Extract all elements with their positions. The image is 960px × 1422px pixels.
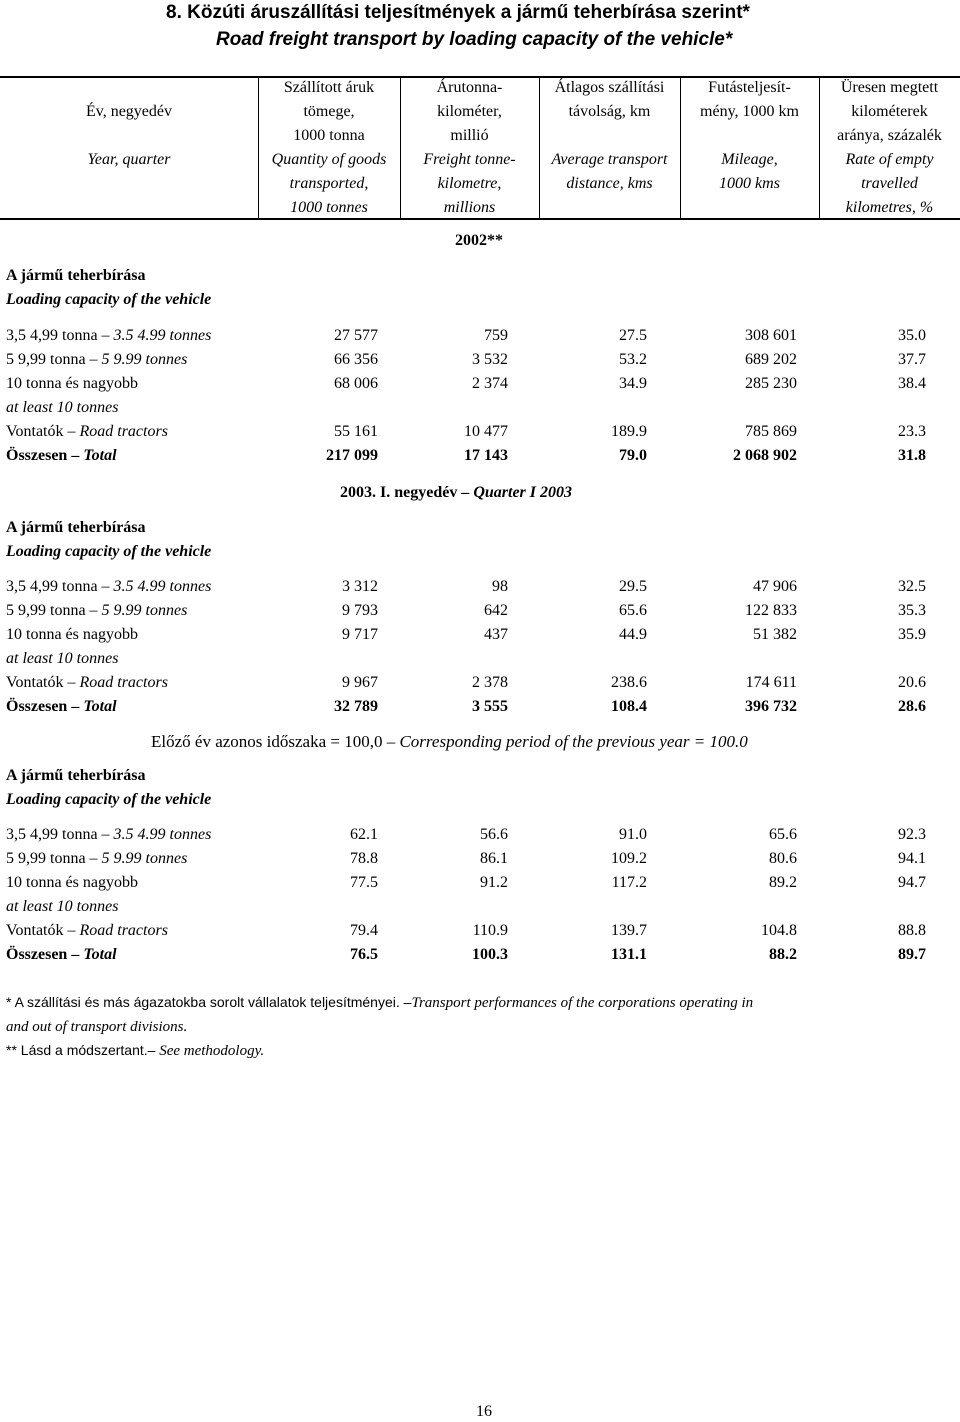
footnote-1-hu: * A szállítási és más ágazatokba sorolt vállalatok teljesítményei.: [6, 994, 404, 1010]
cell-value: 642: [484, 602, 508, 619]
cell-value: 2 378: [472, 674, 508, 691]
cell-value: 86.1: [480, 850, 508, 867]
row-label-dash: –: [101, 327, 114, 344]
table-row: [0, 575, 960, 599]
cell-value: 122 833: [745, 602, 797, 619]
cell-value: 10 477: [464, 423, 508, 440]
cell-value: 44.9: [619, 626, 647, 643]
column-header-hu: Futásteljesít-: [708, 79, 791, 96]
cell-value: 785 869: [745, 423, 797, 440]
cell-value: 189.9: [611, 423, 647, 440]
row-label: [6, 695, 117, 719]
table-title-en: Road freight transport by loading capacity of the vehicle*: [216, 29, 733, 50]
row-label-dash: –: [101, 826, 114, 843]
group-label-hu: A jármű teherbírása: [6, 267, 146, 284]
row-label-en: 3.5 4.99 tonnes: [113, 578, 212, 595]
group-label-hu: A jármű teherbírása: [6, 767, 146, 784]
footnote-2-hu: ** Lásd a módszertant.: [6, 1042, 148, 1058]
column-header-en: Year, quarter: [87, 151, 171, 168]
column-header-hu: 1000 tonna: [293, 127, 365, 144]
row-label-en: 3.5 4.99 tonnes: [113, 826, 212, 843]
cell-value: 35.0: [898, 327, 926, 344]
cell-value: 94.7: [898, 874, 926, 891]
cell-value: 437: [484, 626, 508, 643]
footnote-1-cont: [6, 1014, 187, 1039]
column-header-quantity: [258, 76, 400, 220]
row-label-en: 5 9.99 tonnes: [101, 351, 188, 368]
cell-value: 66 356: [334, 351, 378, 368]
row-label-en: Total: [83, 447, 117, 464]
row-label-hu: Összesen: [6, 698, 68, 715]
column-header-tonne-km: [400, 76, 539, 220]
cell-value: 32 789: [334, 698, 378, 715]
row-label-en: at least 10 tonnes: [6, 898, 119, 915]
cell-value: 217 099: [326, 447, 378, 464]
table-row: [0, 847, 960, 871]
column-header-distance: [539, 76, 680, 196]
cell-value: 174 611: [745, 674, 797, 691]
column-header-en: Average transport: [551, 151, 668, 168]
cell-value: 23.3: [898, 423, 926, 440]
cell-value: 238.6: [611, 674, 647, 691]
section-heading-en: Corresponding period of the previous year = 100.0: [399, 732, 748, 751]
row-label: [6, 420, 168, 444]
row-label-dash: –: [63, 922, 80, 939]
cell-value: 88.2: [769, 946, 797, 963]
cell-value: 9 793: [342, 602, 378, 619]
row-label-en: Total: [83, 946, 117, 963]
cell-value: 65.6: [619, 602, 647, 619]
column-header-en: Rate of empty: [845, 151, 934, 168]
cell-value: 91.0: [619, 826, 647, 843]
row-label-dash: –: [89, 602, 102, 619]
footnote-1-en: Transport performances of the corporations operating in: [411, 995, 754, 1011]
group-label-en: Loading capacity of the vehicle: [6, 543, 212, 560]
cell-value: 100.3: [472, 946, 508, 963]
column-header-hu: Üresen megtett: [840, 79, 939, 96]
row-label: [6, 348, 187, 372]
row-label-en: 5 9.99 tonnes: [101, 602, 188, 619]
section-heading-quarter: 2003. I. negyedév – Quarter I 2003: [340, 484, 573, 501]
cell-value: 37.7: [898, 351, 926, 368]
section-heading-index: Előző év azonos időszaka = 100,0 – Corresponding period of the previous year = 100.0: [151, 732, 748, 751]
row-label-dash: –: [63, 674, 80, 691]
column-header-year: [0, 100, 258, 172]
cell-value: 308 601: [745, 327, 797, 344]
column-header-hu: Árutonna-: [436, 79, 503, 96]
row-label-dash: –: [67, 447, 84, 464]
cell-value: 51 382: [753, 626, 797, 643]
cell-value: 2 374: [472, 375, 508, 392]
column-header-en: transported,: [289, 175, 369, 192]
cell-value: 3 312: [342, 578, 378, 595]
row-label-hu: Összesen: [6, 447, 68, 464]
row-label-dash: –: [67, 946, 84, 963]
cell-value: 27 577: [334, 327, 378, 344]
cell-value: 104.8: [761, 922, 797, 939]
section-heading-en: Quarter I 2003: [473, 484, 573, 501]
row-label: [6, 575, 211, 599]
row-label-en: Road tractors: [79, 423, 168, 440]
row-label-hu: Összesen: [6, 946, 68, 963]
table-row: [0, 324, 960, 348]
footnote-1: * A szállítási és más ágazatokba sorolt vállalatok teljesítményei. –Transport performances of the corporations operating in: [6, 994, 754, 1011]
row-label-dash: –: [89, 850, 102, 867]
section-heading-hu: 2003. I. negyedév: [340, 484, 458, 501]
table-row: [0, 695, 960, 719]
column-header-hu: [680, 124, 819, 148]
cell-value: 28.6: [898, 698, 926, 715]
cell-value: 34.9: [619, 375, 647, 392]
row-label-en: 5 9.99 tonnes: [101, 850, 188, 867]
row-label-en: Road tractors: [79, 674, 168, 691]
table-title-hu: 8. Közúti áruszállítási teljesítmények a jármű teherbírása szerint*: [166, 2, 750, 23]
column-header-en: millions: [443, 199, 496, 216]
cell-value: 35.9: [898, 626, 926, 643]
row-label-en: Road tractors: [79, 922, 168, 939]
row-label: [6, 599, 187, 623]
row-label-hu: 10 tonna és nagyobb: [6, 874, 138, 891]
row-label-hu: 3,5 4,99 tonna: [6, 826, 102, 843]
column-header-en: Quantity of goods: [271, 151, 387, 168]
cell-value: 53.2: [619, 351, 647, 368]
cell-value: 76.5: [350, 946, 378, 963]
row-label-sub: [6, 647, 118, 671]
cell-value: 92.3: [898, 826, 926, 843]
cell-value: 131.1: [611, 946, 647, 963]
column-header-mileage: [680, 76, 819, 196]
group-label: [6, 264, 211, 312]
column-header-en: kilometre,: [437, 175, 502, 192]
cell-value: 89.7: [898, 946, 926, 963]
column-header-hu: millió: [450, 127, 489, 144]
row-label-sub: [6, 396, 118, 420]
table-row: [0, 623, 960, 667]
row-label: [6, 671, 168, 695]
table-row: [0, 943, 960, 967]
table-row: [0, 671, 960, 695]
column-header-en: travelled: [861, 175, 918, 192]
row-label-dash: –: [67, 698, 84, 715]
row-label-dash: –: [101, 578, 114, 595]
cell-value: 62.1: [350, 826, 378, 843]
cell-value: 110.9: [472, 922, 508, 939]
row-label-hu: Vontatók: [6, 674, 64, 691]
cell-value: 285 230: [745, 375, 797, 392]
cell-value: 117.2: [611, 874, 647, 891]
row-label-dash: –: [63, 423, 80, 440]
cell-value: 31.8: [898, 447, 926, 464]
table-row: [0, 871, 960, 915]
cell-value: 9 967: [342, 674, 378, 691]
row-label: [6, 871, 138, 895]
row-label: [6, 623, 138, 647]
row-label-en: 3.5 4.99 tonnes: [113, 327, 212, 344]
column-header-en: Mileage,: [721, 151, 778, 168]
table-row: [0, 444, 960, 468]
column-header-en: 1000 tonnes: [290, 199, 368, 216]
row-label-hu: 3,5 4,99 tonna: [6, 578, 102, 595]
cell-value: 38.4: [898, 375, 926, 392]
row-label-en: at least 10 tonnes: [6, 399, 119, 416]
cell-value: 139.7: [611, 922, 647, 939]
cell-value: 98: [492, 578, 508, 595]
cell-value: 108.4: [611, 698, 647, 715]
row-label-hu: Vontatók: [6, 922, 64, 939]
cell-value: 89.2: [769, 874, 797, 891]
row-label-en: Total: [83, 698, 117, 715]
column-header-hu: kilométerek: [851, 103, 928, 120]
row-label: [6, 444, 117, 468]
row-label-hu: 10 tonna és nagyobb: [6, 626, 138, 643]
row-label: [6, 324, 211, 348]
table-row: [0, 919, 960, 943]
cell-value: 47 906: [753, 578, 797, 595]
row-label: [6, 943, 117, 967]
cell-value: 55 161: [334, 423, 378, 440]
row-label: [6, 919, 168, 943]
table-row: [0, 599, 960, 623]
row-label: [6, 372, 138, 396]
cell-value: 80.6: [769, 850, 797, 867]
cell-value: 689 202: [745, 351, 797, 368]
column-header-en: 1000 kms: [719, 175, 780, 192]
cell-value: 65.6: [769, 826, 797, 843]
section-heading-hu: Előző év azonos időszaka = 100,0: [151, 732, 383, 751]
cell-value: 20.6: [898, 674, 926, 691]
table-row: [0, 348, 960, 372]
cell-value: 79.0: [619, 447, 647, 464]
cell-value: 78.8: [350, 850, 378, 867]
footnote-2-en: See methodology.: [155, 1043, 265, 1059]
row-label-hu: 5 9,99 tonna: [6, 351, 90, 368]
cell-value: 17 143: [464, 447, 508, 464]
group-label-en: Loading capacity of the vehicle: [6, 791, 212, 808]
cell-value: 32.5: [898, 578, 926, 595]
column-header-hu: kilométer,: [437, 103, 502, 120]
cell-value: 3 532: [472, 351, 508, 368]
column-header-hu: Átlagos szállítási: [554, 79, 665, 96]
column-header-hu: távolság, km: [568, 103, 651, 120]
group-label-en: Loading capacity of the vehicle: [6, 291, 212, 308]
row-label-en: at least 10 tonnes: [6, 650, 119, 667]
column-header-en: distance, kms: [566, 175, 653, 192]
cell-value: 88.8: [898, 922, 926, 939]
cell-value: 759: [484, 327, 508, 344]
cell-value: 79.4: [350, 922, 378, 939]
column-header-empty-rate: [819, 76, 960, 220]
row-label-dash: –: [89, 351, 102, 368]
cell-value: 29.5: [619, 578, 647, 595]
cell-value: 9 717: [342, 626, 378, 643]
row-label-hu: 5 9,99 tonna: [6, 850, 90, 867]
section-heading-2002: 2002**: [455, 232, 503, 249]
group-label: [6, 516, 211, 564]
table-row: [0, 420, 960, 444]
column-header-hu: mény, 1000 km: [700, 103, 799, 120]
row-label-hu: Vontatók: [6, 423, 64, 440]
cell-value: 109.2: [611, 850, 647, 867]
column-header-hu: tömege,: [303, 103, 355, 120]
row-label-sub: [6, 895, 118, 919]
column-header-hu: aránya, százalék: [837, 127, 942, 144]
row-label: [6, 823, 211, 847]
page-number: 16: [476, 1403, 492, 1420]
cell-value: 3 555: [472, 698, 508, 715]
group-label-hu: A jármű teherbírása: [6, 519, 146, 536]
cell-value: 27.5: [619, 327, 647, 344]
row-label-hu: 5 9,99 tonna: [6, 602, 90, 619]
cell-value: 77.5: [350, 874, 378, 891]
row-label: [6, 847, 187, 871]
cell-value: 91.2: [480, 874, 508, 891]
table-row: [0, 823, 960, 847]
cell-value: 396 732: [745, 698, 797, 715]
column-header-hu: Év, negyedév: [85, 103, 173, 120]
cell-value: 94.1: [898, 850, 926, 867]
table-row: [0, 372, 960, 416]
column-header-en: kilometres, %: [845, 199, 934, 216]
cell-value: 2 068 902: [733, 447, 797, 464]
cell-value: 56.6: [480, 826, 508, 843]
group-label: [6, 764, 211, 812]
row-label-hu: 3,5 4,99 tonna: [6, 327, 102, 344]
cell-value: 68 006: [334, 375, 378, 392]
footnote-1-en-cont: and out of transport divisions.: [6, 1019, 188, 1035]
cell-value: 35.3: [898, 602, 926, 619]
column-header-hu: [539, 124, 680, 148]
footnote-2: ** Lásd a módszertant.– See methodology.: [6, 1042, 265, 1059]
column-header-en: Freight tonne-: [423, 151, 516, 168]
row-label-hu: 10 tonna és nagyobb: [6, 375, 138, 392]
column-header-hu: Szállított áruk: [283, 79, 375, 96]
